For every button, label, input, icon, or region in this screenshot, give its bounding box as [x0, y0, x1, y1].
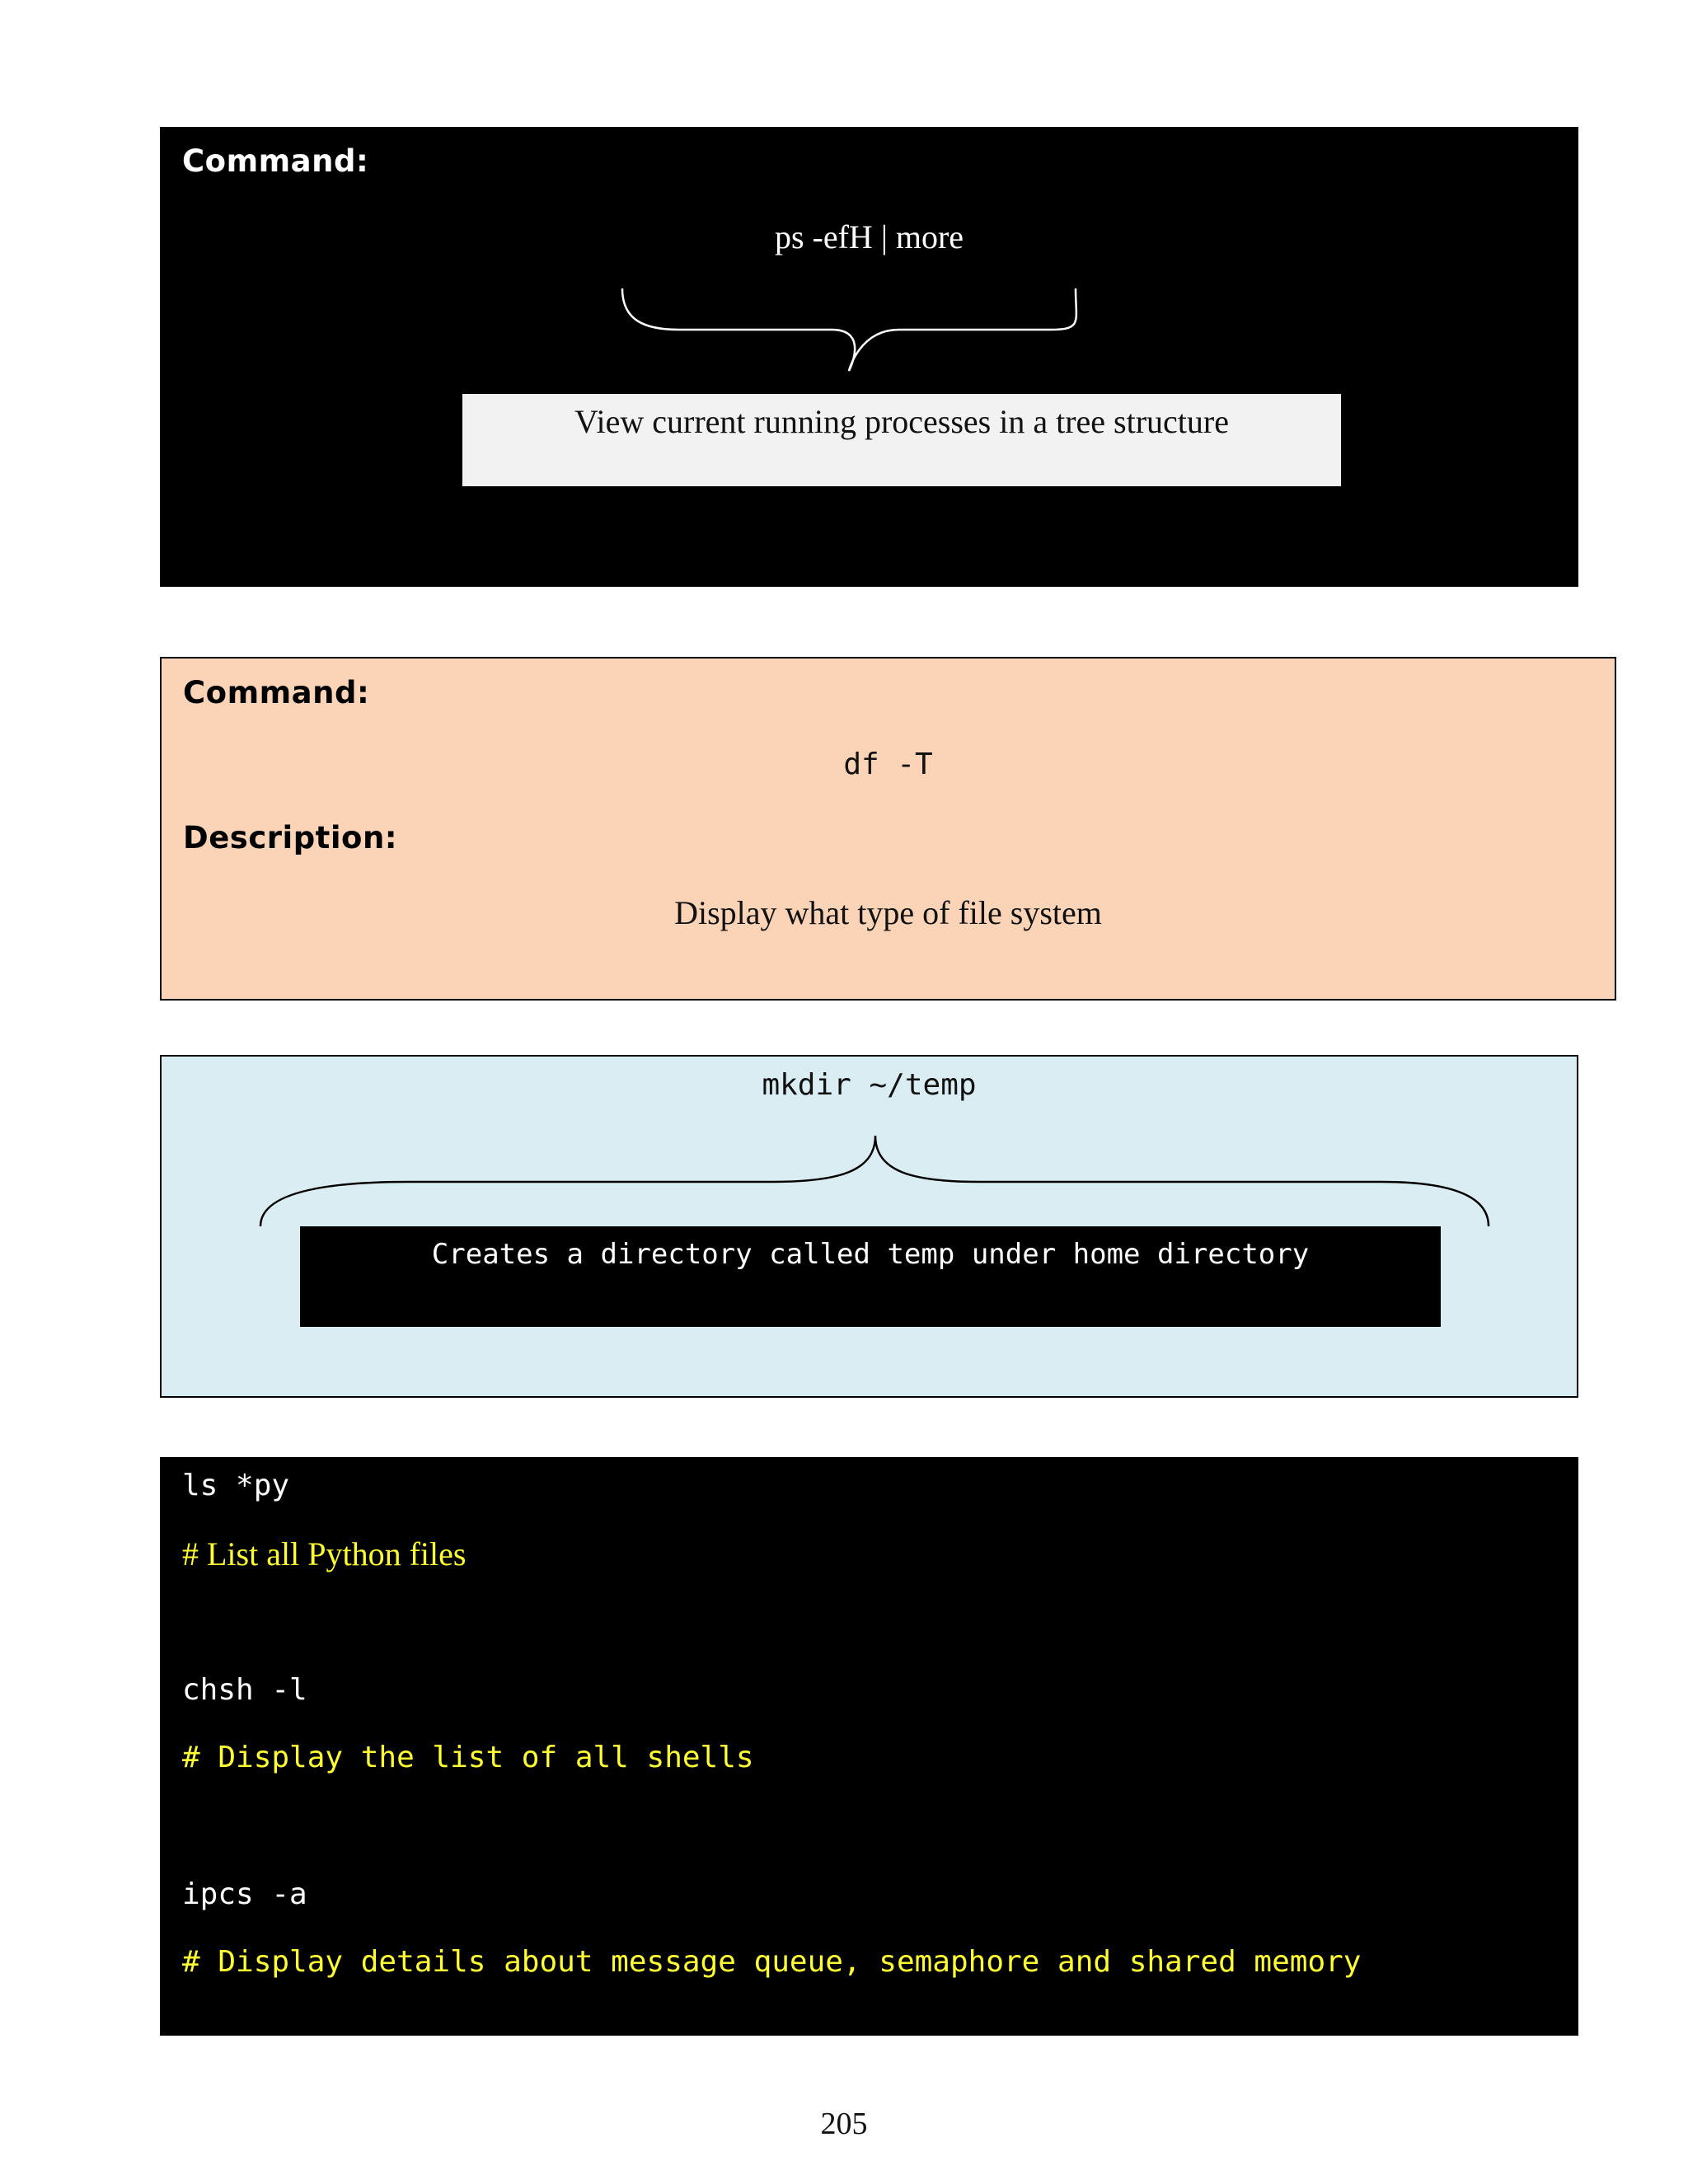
- description-text: Creates a directory called temp under home directory: [431, 1238, 1310, 1271]
- comment-line: # Display the list of all shells: [182, 1741, 754, 1774]
- description-text: Display what type of file system: [674, 894, 1102, 931]
- command-box-ps: [160, 127, 1578, 587]
- description-box: [462, 394, 1341, 486]
- page-number: 205: [820, 2107, 868, 2141]
- description-label: Description:: [183, 820, 398, 855]
- command-text: mkdir ~/temp: [762, 1068, 977, 1102]
- comment-line: # List all Python files: [182, 1535, 467, 1572]
- description-text: View current running processes in a tree structure: [574, 403, 1229, 440]
- command-text: df -T: [843, 748, 933, 781]
- command-text: ps -efH | more: [774, 218, 964, 255]
- command-label: Command:: [182, 143, 369, 179]
- command-line: chsh -l: [182, 1673, 307, 1707]
- command-box-df: [160, 657, 1616, 1001]
- comment-line: # Display details about message queue, semaphore and shared memory: [182, 1945, 1362, 1979]
- terminal-listing: [160, 1457, 1578, 2036]
- command-line: ipcs -a: [182, 1877, 307, 1911]
- command-line: ls *py: [182, 1469, 290, 1502]
- command-box-mkdir: [160, 1055, 1578, 1398]
- description-box: [300, 1226, 1441, 1327]
- command-label: Command:: [183, 675, 370, 710]
- curly-brace-icon: [160, 127, 1578, 587]
